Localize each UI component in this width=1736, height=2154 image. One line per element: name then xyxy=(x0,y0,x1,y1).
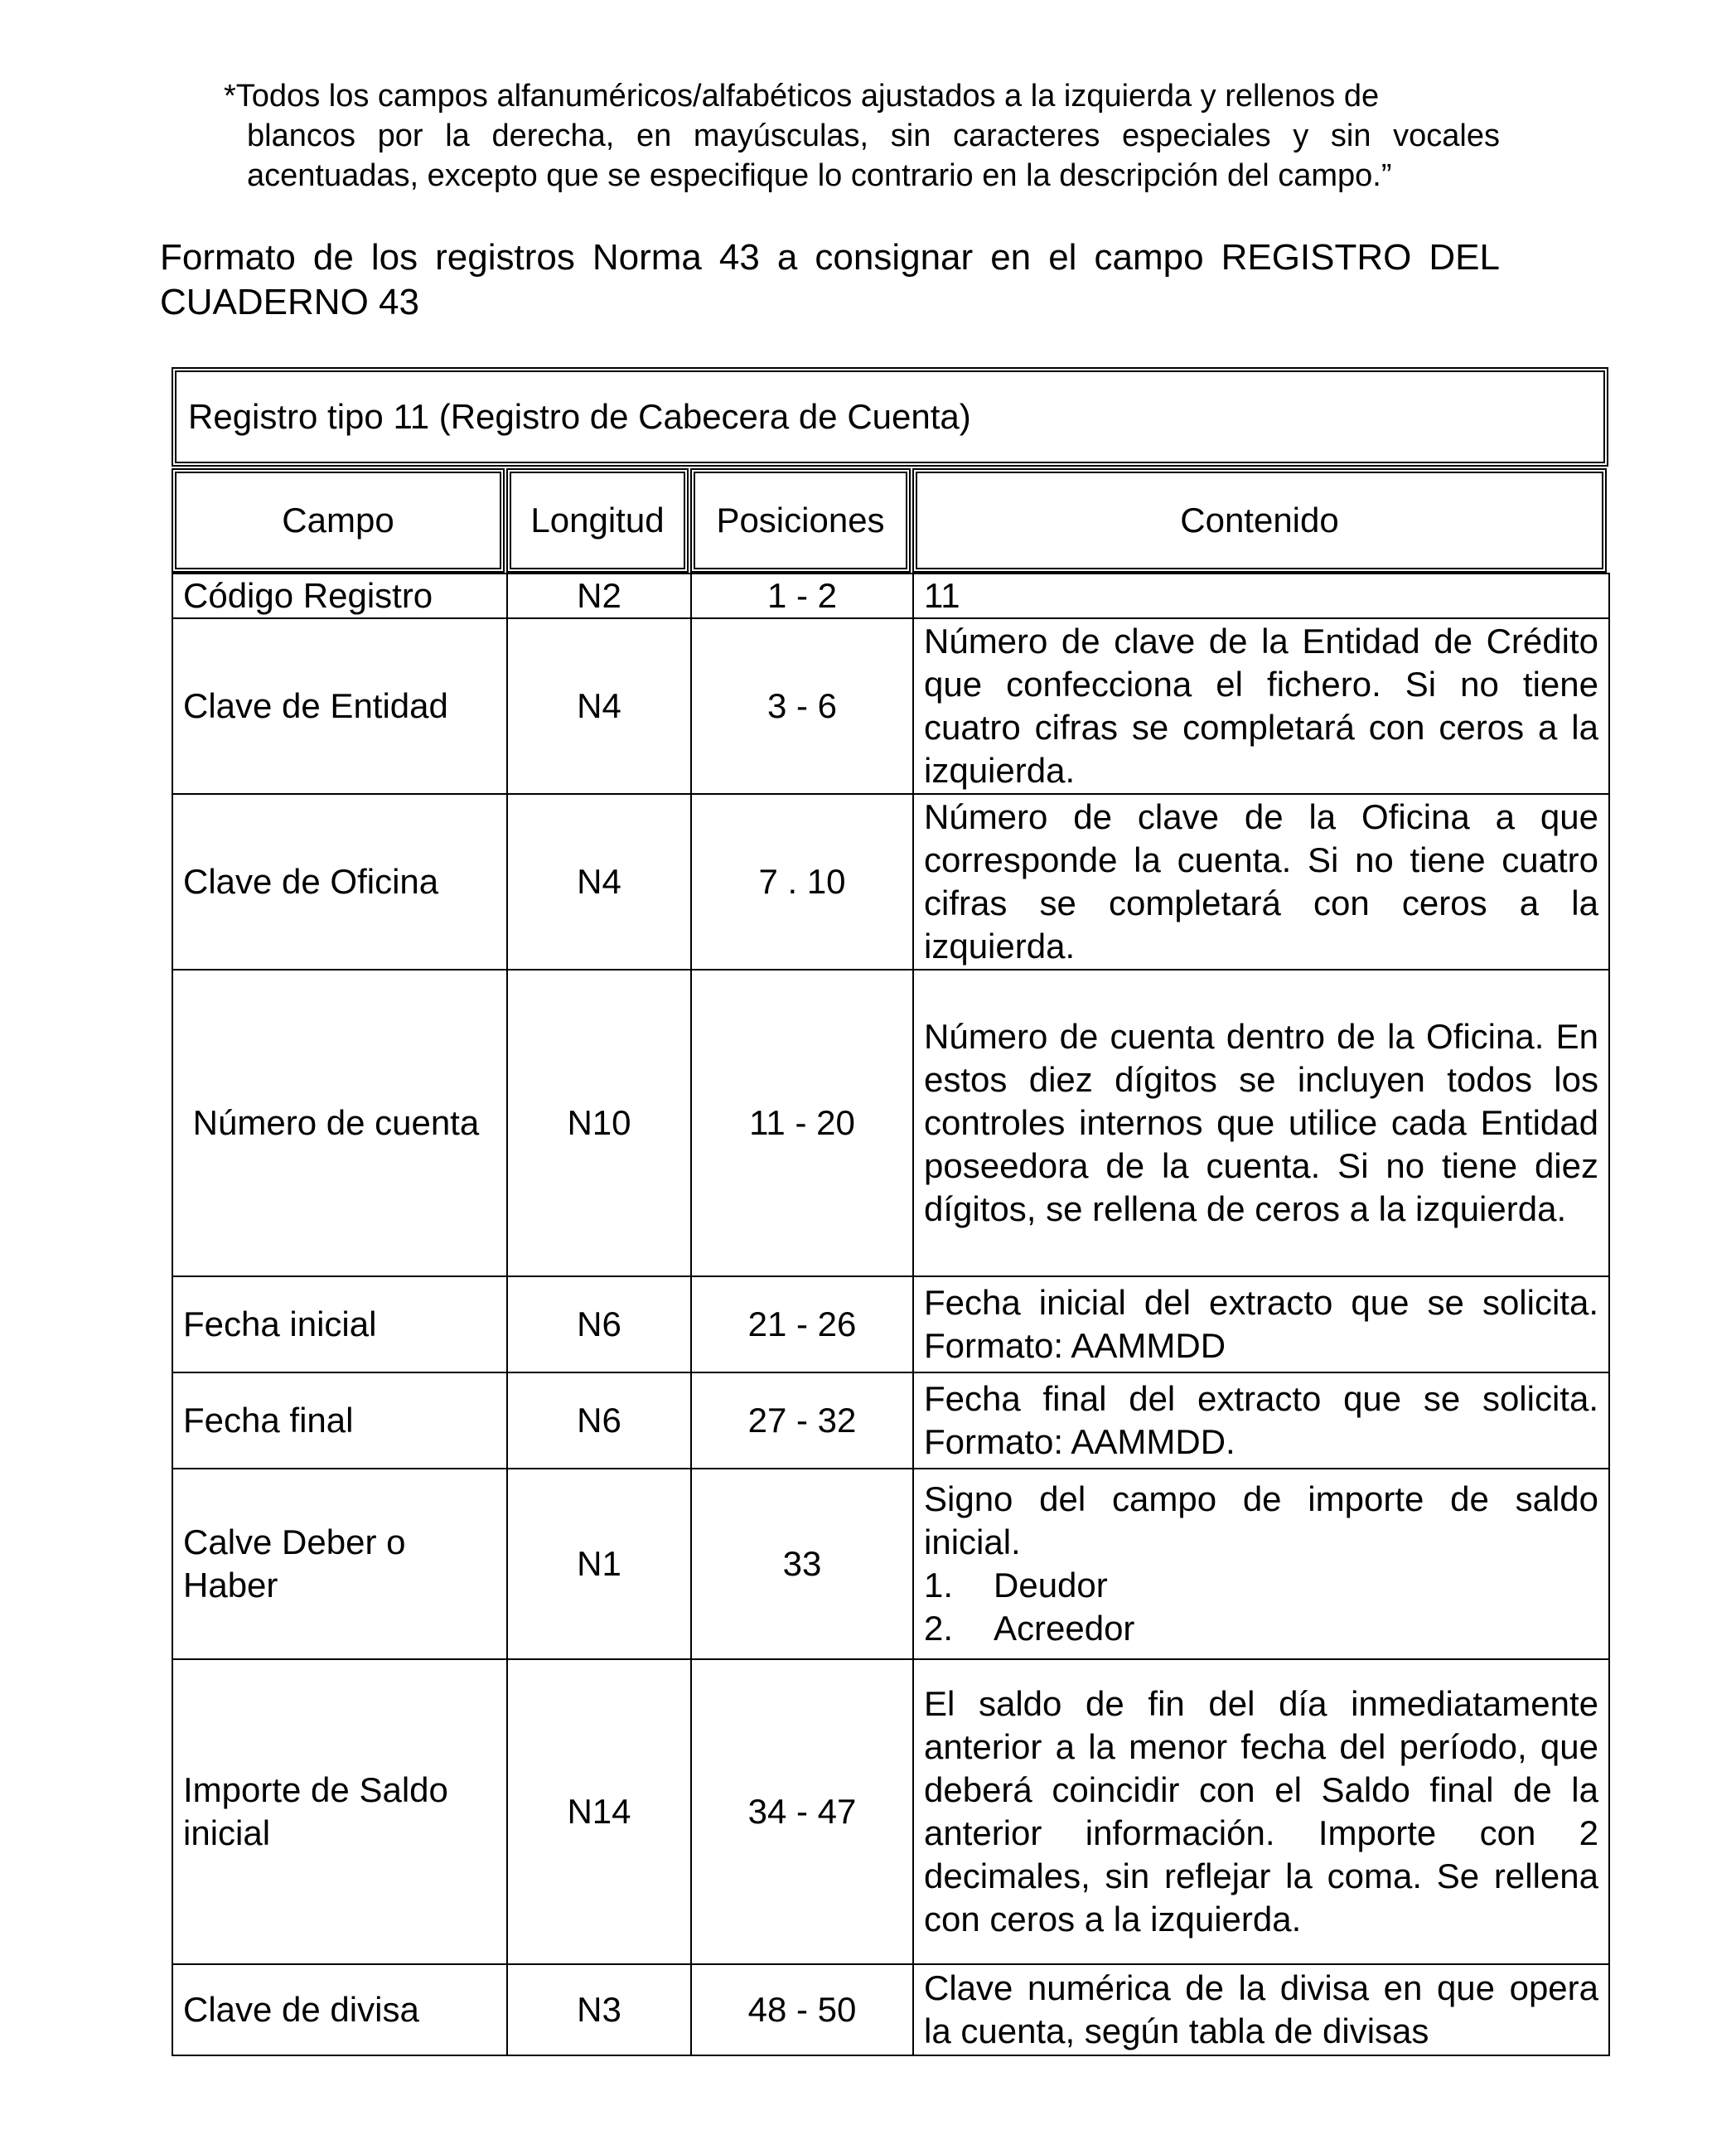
footnote-first-line: *Todos los campos alfanuméricos/alfabéticos ajustados a la izquierda y rellenos de xyxy=(224,79,1380,114)
table-row xyxy=(172,794,1609,970)
table-body xyxy=(172,573,1610,2056)
cell-campo: Fecha inicial xyxy=(172,1276,507,1372)
list-number: 2. xyxy=(924,1609,954,1648)
footnote-rest: blancos por la derecha, en mayúsculas, sin caracteres especiales y sin vocales acentuadas, excepto que se especifique lo contrario en la descripción del campo.” xyxy=(247,119,1500,193)
list-item xyxy=(924,1564,1598,1607)
table-row xyxy=(172,1372,1609,1469)
cell-longitud: N2 xyxy=(507,574,691,618)
footnote-paragraph xyxy=(224,76,1500,196)
cell-posiciones: 34 - 47 xyxy=(691,1659,913,1964)
record-format-table xyxy=(172,367,1608,2056)
cell-posiciones: 21 - 26 xyxy=(691,1276,913,1372)
table-row xyxy=(172,1659,1609,1964)
list-number: 1. xyxy=(924,1566,954,1605)
cell-contenido: Clave numérica de la divisa en que opera la cuenta, según tabla de divisas xyxy=(913,1964,1609,2055)
cell-contenido: El saldo de fin del día inmediatamente anterior a la menor fecha del período, que deberá coincidir con el Saldo final de la anterior información. Importe con 2 decimales, sin reflejar la coma. Se rellena con ceros a la izquierda. xyxy=(913,1659,1609,1964)
cell-contenido: Número de clave de la Entidad de Crédito que confecciona el fichero. Si no tiene cuatro cifras se completará con ceros a la izquierda. xyxy=(913,618,1609,794)
cell-campo: Clave de divisa xyxy=(172,1964,507,2055)
list-text: Deudor xyxy=(994,1566,1108,1605)
cell-posiciones: 11 - 20 xyxy=(691,970,913,1276)
cell-campo: Código Registro xyxy=(172,574,507,618)
cell-posiciones: 33 xyxy=(691,1469,913,1659)
cell-longitud: N3 xyxy=(507,1964,691,2055)
cell-longitud: N6 xyxy=(507,1372,691,1469)
cell-contenido: Fecha final del extracto que se solicita. Formato: AAMMDD. xyxy=(913,1372,1609,1469)
cell-posiciones: 48 - 50 xyxy=(691,1964,913,2055)
list-text: Acreedor xyxy=(994,1609,1135,1648)
cell-contenido: 11 xyxy=(913,574,1609,618)
cell-contenido xyxy=(913,1469,1609,1659)
table-title: Registro tipo 11 (Registro de Cabecera de Cuenta) xyxy=(172,367,1608,467)
cell-campo: Clave de Oficina xyxy=(172,794,507,970)
header-contenido: Contenido xyxy=(912,468,1607,573)
cell-campo: Calve Deber o Haber xyxy=(172,1469,507,1659)
cell-longitud: N1 xyxy=(507,1469,691,1659)
cell-longitud: N4 xyxy=(507,618,691,794)
header-campo: Campo xyxy=(172,468,505,573)
table-row xyxy=(172,574,1609,618)
cell-contenido: Número de cuenta dentro de la Oficina. En estos diez dígitos se incluyen todos los controles internos que utilice cada Entidad poseedora de la cuenta. Si no tiene diez dígitos, se rellena de ceros a la izquierda. xyxy=(913,970,1609,1276)
table-row xyxy=(172,1964,1609,2055)
cell-contenido: Fecha inicial del extracto que se solicita. Formato: AAMMDD xyxy=(913,1276,1609,1372)
cell-contenido: Número de clave de la Oficina a que corresponde la cuenta. Si no tiene cuatro cifras se completará con ceros a la izquierda. xyxy=(913,794,1609,970)
cell-longitud: N14 xyxy=(507,1659,691,1964)
cell-campo: Fecha final xyxy=(172,1372,507,1469)
table-header-row xyxy=(172,468,1608,573)
cell-posiciones: 27 - 32 xyxy=(691,1372,913,1469)
cell-longitud: N6 xyxy=(507,1276,691,1372)
list-item xyxy=(924,1607,1598,1650)
cell-campo: Número de cuenta xyxy=(172,970,507,1276)
contenido-text: Signo del campo de importe de saldo inicial. xyxy=(924,1479,1598,1561)
cell-campo: Clave de Entidad xyxy=(172,618,507,794)
cell-posiciones: 1 - 2 xyxy=(691,574,913,618)
table-row xyxy=(172,1469,1609,1659)
table-row xyxy=(172,618,1609,794)
header-posiciones: Posiciones xyxy=(690,468,911,573)
cell-posiciones: 3 - 6 xyxy=(691,618,913,794)
table-row xyxy=(172,970,1609,1276)
header-longitud: Longitud xyxy=(506,468,689,573)
cell-campo: Importe de Saldo inicial xyxy=(172,1659,507,1964)
cell-posiciones: 7 . 10 xyxy=(691,794,913,970)
intro-paragraph: Formato de los registros Norma 43 a consignar en el campo REGISTRO DEL CUADERNO 43 xyxy=(160,237,1500,322)
cell-longitud: N10 xyxy=(507,970,691,1276)
table-row xyxy=(172,1276,1609,1372)
cell-longitud: N4 xyxy=(507,794,691,970)
